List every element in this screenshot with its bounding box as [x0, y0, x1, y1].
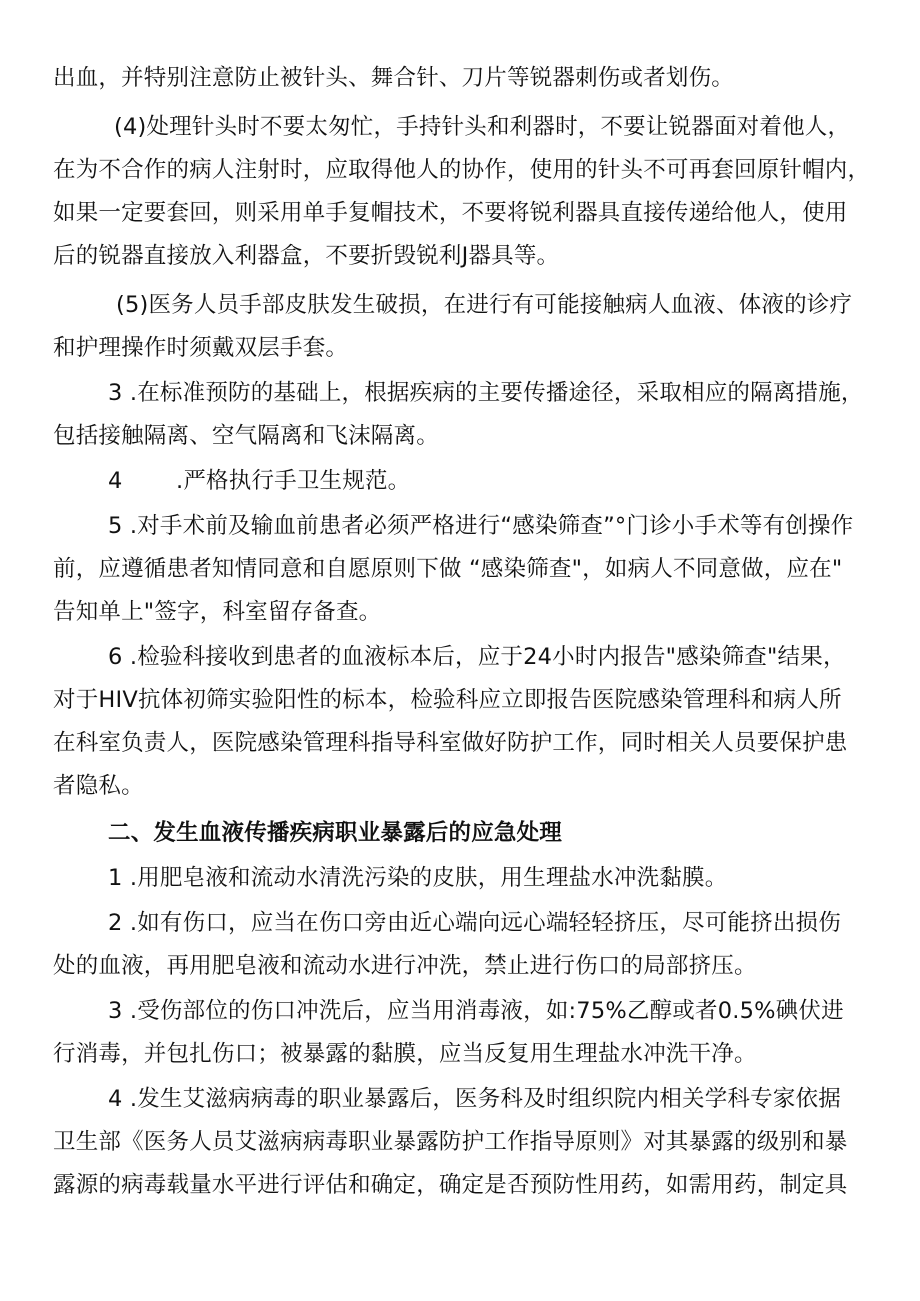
- paragraph-line: 处的血液，再用肥皂液和流动水进行冲洗，禁止进行伤口的局部挤压。: [53, 953, 757, 979]
- paragraph-line: 对于HIV抗体初筛实验阳性的标本，检验科应立即报告医院感染管理科和病人所: [53, 687, 842, 713]
- paragraph-line: (5)医务人员手部皮肤发生破损，在进行有可能接触病人血液、体液的诊疗: [116, 292, 853, 318]
- paragraph-line: 4 .发生艾滋病病毒的职业暴露后，医务科及时组织院内相关学科专家依据: [108, 1086, 841, 1112]
- item-number: 4: [108, 468, 123, 494]
- paragraph-line: 行消毒，并包扎伤口；被暴露的黏膜，应当反复用生理盐水冲洗干净。: [53, 1041, 757, 1067]
- paragraph-line: 1 .用肥皂液和流动水清洗污染的皮肤，用生理盐水冲洗黏膜。: [108, 865, 728, 891]
- paragraph-line: [108, 464, 508, 498]
- paragraph-line: 包括接触隔离、空气隔离和飞沫隔离。: [53, 423, 439, 449]
- paragraph-line: 6 .检验科接收到患者的血液标本后，应于24小时内报告"感染筛查"结果，: [108, 644, 846, 670]
- paragraph-line: 露源的病毒载量水平进行评估和确定，确定是否预防性用药，如需用药，制定具: [53, 1172, 848, 1198]
- paragraph-line: 2 .如有伤口，应当在伤口旁由近心端向远心端轻轻挤压，尽可能挤出损伤: [108, 910, 841, 936]
- paragraph-line: 3 .受伤部位的伤口冲洗后，应当用消毒液，如:75%乙醇或者0.5%碘伏进: [108, 998, 844, 1024]
- paragraph-line: 和护理操作时须戴双层手套。: [53, 335, 349, 361]
- paragraph-line: 3 .在标准预防的基础上，根据疾病的主要传播途径，采取相应的隔离措施，: [108, 380, 864, 406]
- paragraph-line: 5 .对手术前及输血前患者必须严格进行“感染筛查”°门诊小手术等有创操作: [108, 513, 854, 539]
- section-heading: 二、发生血液传播疾病职业暴露后的应急处理: [108, 820, 563, 846]
- paragraph-line: 后的锐器直接放入利器盒，不要折毁锐利J器具等。: [53, 243, 560, 269]
- paragraph-line: (4)处理针头时不要太匆忙，手持针头和利器时，不要让锐器面对着他人，: [114, 114, 851, 140]
- paragraph-line: 者隐私。: [53, 773, 144, 799]
- paragraph-line: 如果一定要套回，则采用单手复帽技术，不要将锐利器具直接传递给他人，使用: [53, 200, 848, 226]
- paragraph-line: 前，应遵循患者知情同意和自愿原则下做 “感染筛查"，如病人不同意做，应在": [53, 556, 843, 582]
- paragraph-line: 出血，并特别注意防止被针头、舞合针、刀片等锐器刺伤或者划伤。: [53, 65, 735, 91]
- paragraph-line: 卫生部《医务人员艾滋病病毒职业暴露防护工作指导原则》对其暴露的级别和暴: [53, 1129, 848, 1155]
- paragraph-line: 告知单上"签字，科室留存备查。: [53, 599, 382, 625]
- item-text: .严格执行手卫生规范。: [176, 468, 411, 494]
- paragraph-line: 在科室负责人，医院感染管理科指导科室做好防护工作，同时相关人员要保护患: [53, 730, 848, 756]
- paragraph-line: 在为不合作的病人注射时，应取得他人的协作，使用的针头不可再套回原针帽内，: [53, 157, 871, 183]
